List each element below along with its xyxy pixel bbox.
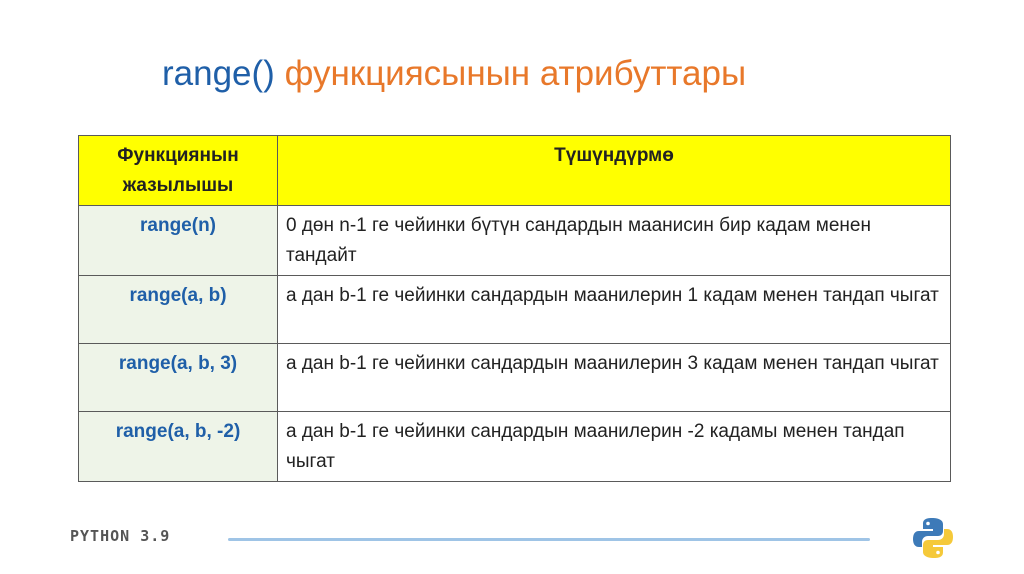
table-row: [79, 344, 951, 412]
row-function: range(a, b, 3): [79, 344, 278, 412]
row-function: range(a, b): [79, 276, 278, 344]
python-logo-icon: [910, 515, 956, 561]
row-function: range(a, b, -2): [79, 412, 278, 482]
title-caption: функциясынын атрибуттары: [284, 54, 747, 93]
row-function: range(n): [79, 206, 278, 276]
python-version-logo: PYTHON 3.9: [70, 527, 171, 545]
table-header-row: [79, 136, 951, 206]
row-description: а дан b-1 ге чейинки сандардын маанилерин 3 кадам менен тандап чыгат: [278, 344, 951, 412]
row-description: а дан b-1 ге чейинки сандардын маанилерин -2 кадамы менен тандап чыгат: [278, 412, 951, 482]
slide-title: [162, 52, 746, 96]
row-description: 0 дөн n-1 ге чейинки бүтүн сандардын маанисин бир кадам менен тандайт: [278, 206, 951, 276]
footer-divider: [228, 538, 870, 541]
header-function: Функциянын жазылышы: [79, 136, 278, 206]
table-row: [79, 206, 951, 276]
table-row: [79, 412, 951, 482]
table-row: [79, 276, 951, 344]
row-description: а дан b-1 ге чейинки сандардын маанилерин 1 кадам менен тандап чыгат: [278, 276, 951, 344]
attributes-table: [78, 135, 951, 482]
title-function-name: range(): [162, 54, 275, 93]
header-description: Түшүндүрмө: [278, 136, 951, 206]
